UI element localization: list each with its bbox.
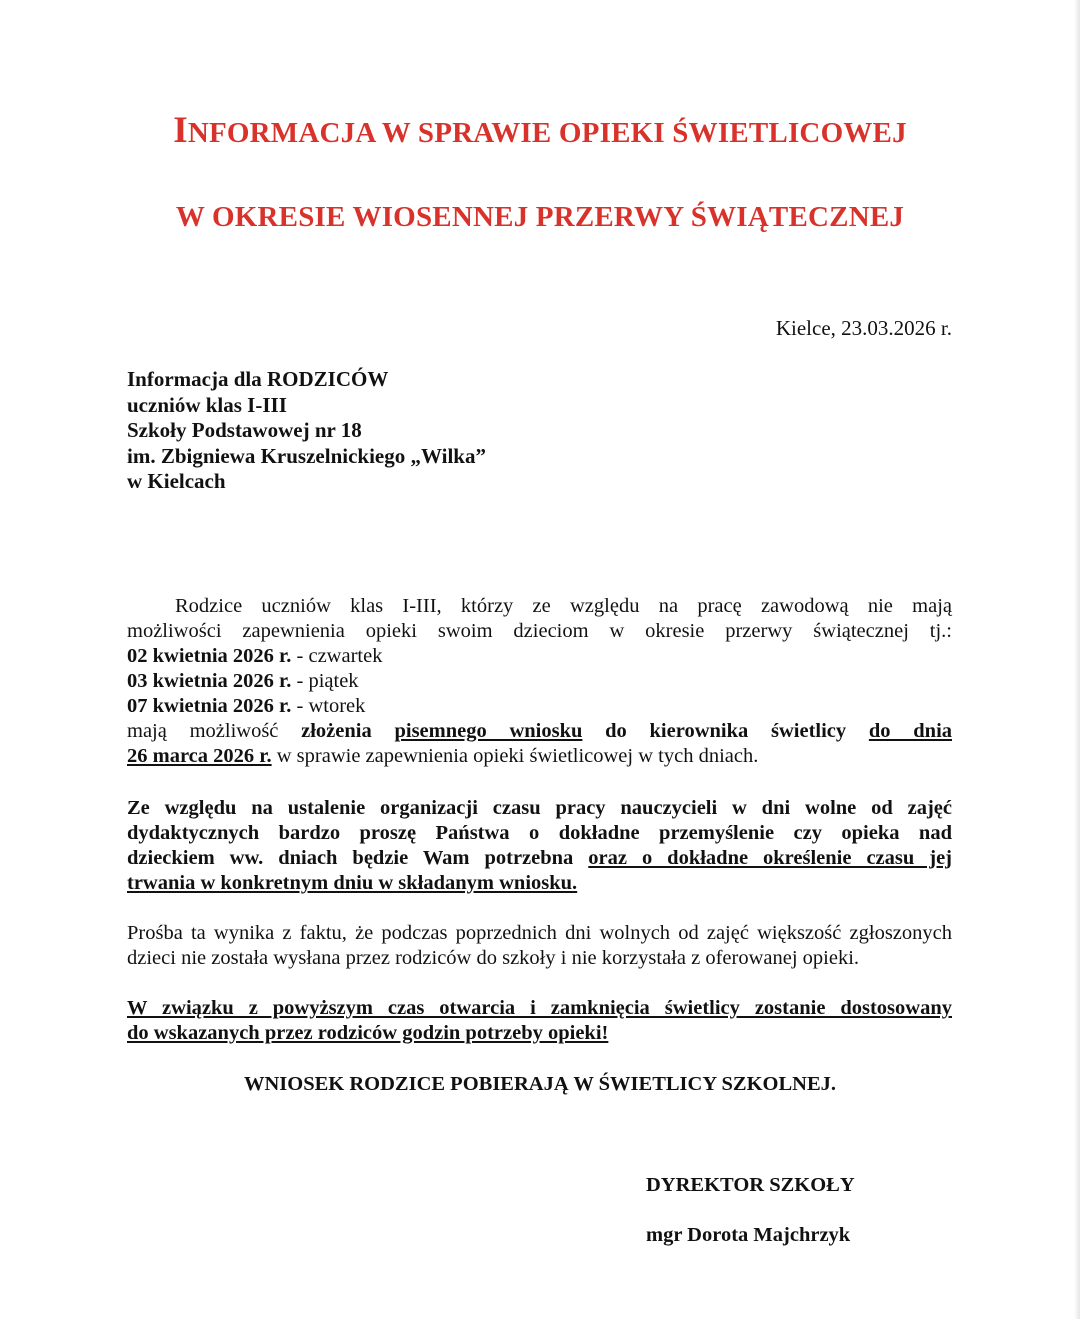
addressee-line: Informacja dla RODZICÓW <box>127 367 389 391</box>
paragraph-line: dydaktycznych bardzo proszę Państwa o dokładne przemyślenie czy opieka nad <box>127 822 952 844</box>
paragraph-line: Prośba ta wynika z faktu, że podczas poprzednich dni wolnych od zajęć większość zgłoszonych <box>127 922 952 944</box>
text-run-bold-underlined: pisemnego wniosku <box>394 720 583 742</box>
addressee-line: w Kielcach <box>127 469 226 493</box>
document-date: Kielce, 23.03.2026 r. <box>775 316 952 340</box>
date-item-date: 07 kwietnia 2026 r. <box>127 695 292 717</box>
text-run: mają możliwość <box>127 720 302 742</box>
text-run: w sprawie zapewnienia opieki świetlicowej w tych dniach. <box>271 745 759 767</box>
title-initial: I <box>173 110 188 151</box>
paragraph-line <box>127 719 952 744</box>
paragraph-line: trwania w konkretnym dniu w składanym wniosku. <box>127 872 578 894</box>
paragraph-line <box>127 846 952 871</box>
paragraph-line: Rodzice uczniów klas I-III, którzy ze względu na pracę zawodową nie mają <box>175 595 952 617</box>
text-run: dzieckiem ww. dniach będzie Wam potrzebna <box>127 847 589 869</box>
paragraph-request-info <box>127 594 952 769</box>
signature-name: mgr Dorota Majchrzyk <box>646 1224 851 1246</box>
addressee-line: im. Zbigniewa Kruszelnickiego „Wilka” <box>127 443 486 468</box>
date-item-day: - czwartek <box>291 645 383 667</box>
paragraph-line: Ze względu na ustalenie organizacji czasu pracy nauczycieli w dni wolne od zajęć <box>127 797 952 819</box>
date-item <box>127 644 952 669</box>
paragraph-reason <box>127 921 952 971</box>
date-item-date: 02 kwietnia 2026 r. <box>127 645 292 667</box>
page-edge-shadow <box>1074 0 1080 1319</box>
signature-title: DYREKTOR SZKOŁY <box>646 1174 855 1196</box>
paragraph-line: możliwości zapewnienia opieki swoim dzieciom w okresie przerwy świątecznej tj.: <box>127 620 952 642</box>
paragraph-line: do wskazanych przez rodziców godzin potrzeby opieki! <box>127 1022 609 1044</box>
date-item <box>127 669 952 694</box>
paragraph-organization <box>127 796 952 896</box>
date-item <box>127 694 952 719</box>
date-item-day: - wtorek <box>291 695 366 717</box>
application-notice: WNIOSEK RODZICE POBIERAJĄ W ŚWIETLICY SZKOLNEJ. <box>244 1073 836 1095</box>
addressee-line: uczniów klas I-III <box>127 392 287 417</box>
addressee-block <box>127 367 486 495</box>
text-run-underlined: oraz o dokładne określenie czasu jej <box>588 847 952 869</box>
title-line-2: W OKRESIE WIOSENNEJ PRZERWY ŚWIĄTECZNEJ <box>175 201 905 233</box>
date-item-date: 03 kwietnia 2026 r. <box>127 670 292 692</box>
paragraph-line: dzieci nie została wysłana przez rodziców do szkoły i nie korzystała z oferowanej opieki. <box>127 947 860 969</box>
paragraph-line <box>127 744 952 769</box>
text-run-bold: do kierownika świetlicy <box>582 720 869 742</box>
title-line-1 <box>0 109 1080 152</box>
deadline-date: 26 marca 2026 r. <box>127 745 272 767</box>
text-run-bold-underlined: do dnia <box>868 720 953 742</box>
date-item-day: - piątek <box>291 670 359 692</box>
addressee-line: Szkoły Podstawowej nr 18 <box>127 418 362 442</box>
text-run-bold: złożenia <box>301 720 372 742</box>
title-line-1-rest: NFORMACJA W SPRAWIE OPIEKI ŚWIETLICOWEJ <box>187 117 907 149</box>
paragraph-hours-adjustment <box>127 996 952 1046</box>
paragraph-line: W związku z powyższym czas otwarcia i zamknięcia świetlicy zostanie dostosowany <box>127 997 952 1019</box>
